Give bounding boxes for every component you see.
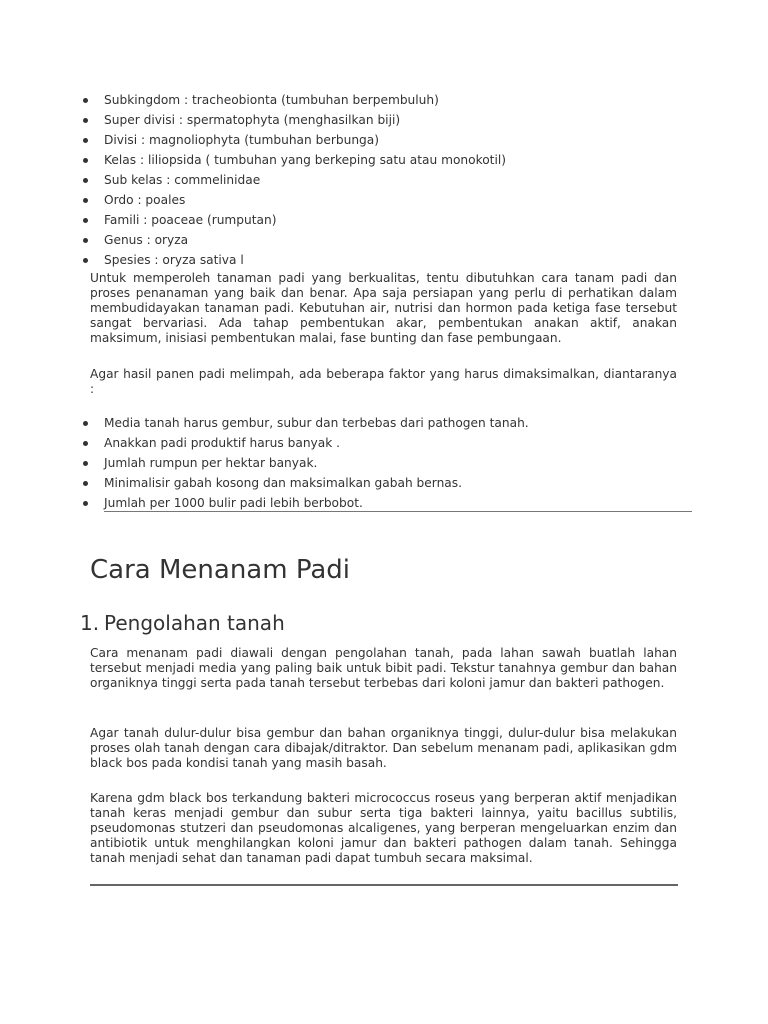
list-item: Minimalisir gabah kosong dan maksimalkan gabah bernas.	[80, 473, 692, 493]
subsection-number: 1.	[80, 611, 100, 635]
list-item: Sub kelas : commelinidae	[80, 170, 692, 190]
list-item: Spesies : oryza sativa l	[80, 250, 692, 270]
list-item: Media tanah harus gembur, subur dan terbebas dari pathogen tanah.	[80, 413, 692, 433]
list-item: Kelas : liliopsida ( tumbuhan yang berkeping satu atau monokotil)	[80, 150, 692, 170]
list-item: Divisi : magnoliophyta (tumbuhan berbunga)	[80, 130, 692, 150]
list-item: Ordo : poales	[80, 190, 692, 210]
list-item: Jumlah rumpun per hektar banyak.	[80, 453, 692, 473]
taxonomy-list	[80, 90, 692, 270]
list-item: Subkingdom : tracheobionta (tumbuhan berpembuluh)	[80, 90, 692, 110]
list-item: Super divisi : spermatophyta (menghasilkan biji)	[80, 110, 692, 130]
harvest-intro-paragraph: Agar hasil panen padi melimpah, ada beberapa faktor yang harus dimaksimalkan, diantaranya :	[90, 367, 677, 396]
intro-paragraph: Untuk memperoleh tanaman padi yang berkualitas, tentu dibutuhkan cara tanam padi dan proses penanaman yang baik dan benar. Apa saja persiapan yang perlu di perhatikan dalam membudidayakan tanaman padi. Kebutuhan air, nutrisi dan hormon pada ketiga fase tersebut sangat bervariasi. Ada tahap pembentukan akar, pembentukan anakan aktif, anakan maksimum, inisiasi pembentukan malai, fase bunting dan fase pembungaan.	[90, 271, 677, 345]
body-paragraph: Agar tanah dulur-dulur bisa gembur dan bahan organiknya tinggi, dulur-dulur bisa melakukan proses olah tanah dengan cara dibajak/ditraktor. Dan sebelum menanam padi, aplikasikan gdm black bos pada kondisi tanah yang masih basah.	[90, 726, 677, 770]
divider	[104, 511, 692, 512]
list-item: Jumlah per 1000 bulir padi lebih berbobot.	[80, 493, 692, 513]
list-item: Anakkan padi produktif harus banyak .	[80, 433, 692, 453]
body-paragraph: Cara menanam padi diawali dengan pengolahan tanah, pada lahan sawah buatlah lahan tersebut menjadi media yang paling baik untuk bibit padi. Tekstur tanahnya gembur dan bahan organiknya tinggi serta pada tanah tersebut terbebas dari koloni jamur dan bakteri pathogen.	[90, 646, 677, 690]
harvest-factors-list	[80, 413, 692, 513]
list-item: Genus : oryza	[80, 230, 692, 250]
section-title: Cara Menanam Padi	[90, 555, 350, 585]
body-paragraph: Karena gdm black bos terkandung bakteri micrococcus roseus yang berperan aktif menjadikan tanah keras menjadi gembur dan subur serta tiga bakteri lainnya, yaitu bacillus subtilis, pseudomonas stutzeri dan pseudomonas alcaligenes, yang berperan mengeluarkan enzim dan antibiotik untuk menghilangkan koloni jamur dan bakteri pathogen dalam tanah. Sehingga tanah menjadi sehat dan tanaman padi dapat tumbuh secara maksimal.	[90, 791, 677, 865]
list-item: Famili : poaceae (rumputan)	[80, 210, 692, 230]
divider	[90, 884, 678, 886]
subsection-title: Pengolahan tanah	[104, 611, 285, 635]
subsection-heading	[80, 606, 285, 640]
